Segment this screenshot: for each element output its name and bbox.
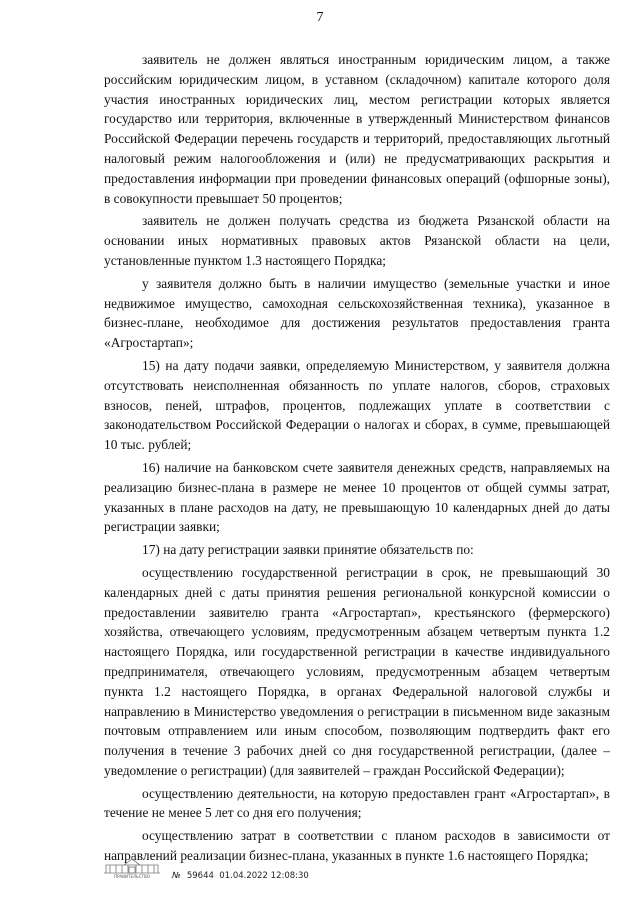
paragraph-budget-funds: заявитель не должен получать средства из бюджета Рязанской области на основании иных нормативных правовых актов Рязанской области на цели, установленные пунктом 1.3 настоящего Порядка; bbox=[104, 213, 610, 268]
paragraph-property: у заявителя должно быть в наличии имущество (земельные участки и иное недвижимое имущество, самоходная сельскохозяйственная техника), указанное в бизнес-плане, необходимое для достижения результатов предоставления гранта «Агростартап»; bbox=[104, 275, 610, 351]
logo-caption: ПРАВИТЕЛЬСТВО bbox=[114, 874, 150, 879]
document-number: 59644 bbox=[186, 871, 214, 881]
paragraph-item-16: 16) наличие на банковском счете заявителя денежных средств, направляемых на реализацию бизнес-плана в размере не менее 10 процентов от общей суммы затрат, указанных в плане расходов на дату, не превышающую 10 календарных дней до даты регистрации заявки; bbox=[104, 459, 610, 535]
paragraph-foreign-capital: заявитель не должен являться иностранным юридическим лицом, а также российским юридическим лицом, в уставном (складочном) капитале которого доля участия иностранных юридических лиц, местом регистрации которых является государство или территория, включенные в утвержденный Министерством финансов Российской Федерации перечень государств и территорий, предоставляющих льготный налоговый режим налогообложения и (или) не предусматривающих раскрытия и предоставления информации при проведении финансовых операций (офшорные зоны), в совокупности превышает 50 процентов; bbox=[104, 52, 610, 206]
paragraph-item-15: 15) на дату подачи заявки, определяемую Министерством, у заявителя должна отсутствовать неисполненная обязанность по уплате налогов, сборов, страховых взносов, пеней, штрафов, процентов, подлежащих уплате в соответствии с законодательством Российской Федерации о налогах и сборах, в сумме, превышающей 10 тыс. рублей; bbox=[104, 357, 610, 453]
building-logo-icon bbox=[100, 855, 164, 881]
document-body bbox=[104, 50, 610, 866]
document-footer bbox=[100, 855, 309, 881]
paragraph-activity: осуществлению деятельности, на которую предоставлен грант «Агростартап», в течение не менее 5 лет со дня его получения; bbox=[104, 785, 610, 821]
page-number: 7 bbox=[316, 10, 324, 25]
document-datetime: 01.04.2022 12:08:30 bbox=[219, 871, 309, 881]
number-sign: № bbox=[172, 871, 181, 881]
paragraph-item-17: 17) на дату регистрации заявки принятие обязательств по: bbox=[142, 542, 474, 558]
document-stamp bbox=[172, 871, 309, 881]
paragraph-expenses: осуществлению затрат в соответствии с планом расходов в зависимости от направлений реализации бизнес-плана, указанных в пункте 1.6 настоящего Порядка; bbox=[104, 828, 610, 864]
paragraph-state-registration: осуществлению государственной регистрации в срок, не превышающий 30 календарных дней с даты принятия решения региональной конкурсной комиссии о предоставлении заявителю гранта «Агростартап», крестьянского (фермерского) хозяйства, отвечающего условиям, предусмотренным абзацем четвертым пункта 1.2 настоящего Порядка, или государственной регистрации в качестве индивидуального предпринимателя, отвечающего условиям, предусмотренным абзацем четвертым пункта 1.2 настоящего Порядка, в органах Федеральной налоговой службы и направлению в Министерство уведомления о регистрации в письменном виде заказным почтовым отправлением или иным способом, позволяющим подтвердить факт его получения в течение 3 рабочих дней со дня государственной регистрации, (далее – уведомление о регистрации) (для заявителей – граждан Российской Федерации); bbox=[104, 564, 610, 778]
